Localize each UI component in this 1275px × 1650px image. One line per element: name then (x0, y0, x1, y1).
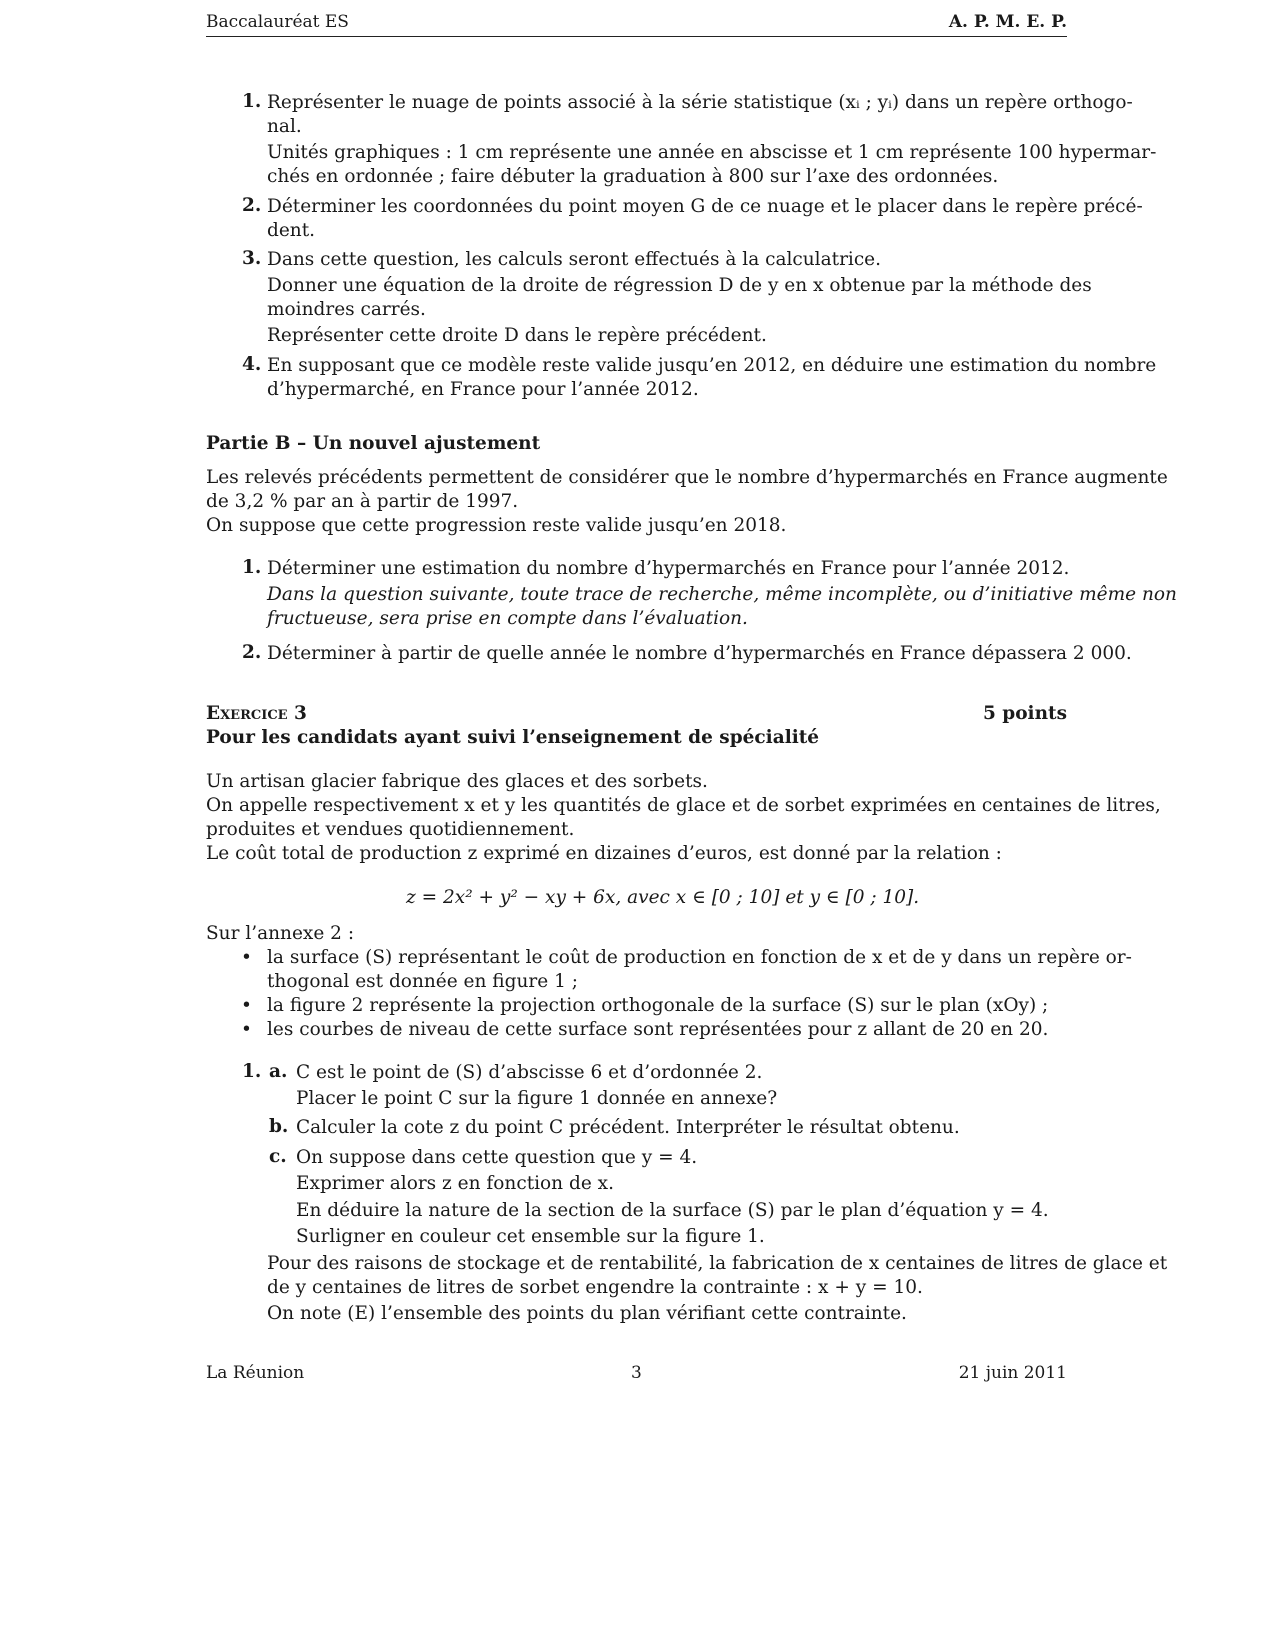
section-title: Partie B – Un nouvel ajustement (206, 433, 541, 454)
text-line: Déterminer à partir de quelle année le nombre d’hypermarchés en France dépassera 2 000. (267, 643, 1132, 664)
text-line: d’hypermarché, en France pour l’année 2012. (267, 379, 699, 400)
footer-page-number: 3 (631, 1363, 642, 1383)
page-header (206, 12, 1067, 37)
sub-item-letter: a. (269, 1061, 288, 1082)
text-line: chés en ordonnée ; faire débuter la graduation à 800 sur l’axe des ordonnées. (267, 166, 999, 187)
exercise-title: Exercice 3 (206, 703, 307, 724)
text-line: Déterminer une estimation du nombre d’hypermarchés en France pour l’année 2012. (267, 558, 1070, 579)
text-line: Pour des raisons de stockage et de rentabilité, la fabrication de x centaines de litres de glace et (267, 1253, 1168, 1274)
text-line: C est le point de (S) d’abscisse 6 et d’ordonnée 2. (296, 1062, 763, 1083)
bullet-item: • la surface (S) représentant le coût de production en fonction de x et de y dans un repère or- (267, 946, 1132, 970)
text-line: Le coût total de production z exprimé en dizaines d’euros, est donné par la relation : (206, 843, 1002, 864)
text-line: Donner une équation de la droite de régression D de y en x obtenue par la méthode des (267, 275, 1092, 296)
item-number: 3. (242, 248, 262, 269)
footer-right: 21 juin 2011 (958, 1363, 1067, 1383)
exercise-points: 5 points (982, 703, 1067, 724)
text-line: produites et vendues quotidiennement. (206, 819, 575, 840)
text-line: En supposant que ce modèle reste valide jusqu’en 2012, en déduire une estimation du nombre (267, 355, 1157, 376)
item-number: 1. (242, 557, 262, 578)
text-line: On suppose dans cette question que y = 4. (296, 1147, 698, 1168)
text-line: Surligner en couleur cet ensemble sur la figure 1. (296, 1226, 765, 1247)
text-line: nal. (267, 116, 302, 137)
exercise-subtitle: Pour les candidats ayant suivi l’enseignement de spécialité (206, 727, 820, 748)
text-line: Représenter cette droite D dans le repère précédent. (267, 325, 767, 346)
sub-item-letter: c. (269, 1146, 287, 1167)
item-number: 4. (242, 354, 262, 375)
text-line: de y centaines de litres de sorbet engendre la contrainte : x + y = 10. (267, 1277, 923, 1298)
text-line: Calculer la cote z du point C précédent. Interpréter le résultat obtenu. (296, 1117, 960, 1138)
text-line: Sur l’annexe 2 : (206, 923, 355, 944)
sub-item-letter: b. (269, 1116, 289, 1137)
text-line: moindres carrés. (267, 299, 426, 320)
text-line: Dans cette question, les calculs seront effectués à la calculatrice. (267, 249, 882, 270)
text-line: Exprimer alors z en fonction de x. (296, 1173, 614, 1194)
text-line: On suppose que cette progression reste valide jusqu’en 2018. (206, 515, 787, 536)
text-line: Représenter le nuage de points associé à la série statistique (xᵢ ; yᵢ) dans un repère orthogo- (267, 92, 1133, 113)
bullet-item: • la figure 2 représente la projection orthogonale de la surface (S) sur le plan (xOy) ; (267, 994, 1048, 1018)
text-line: On appelle respectivement x et y les quantités de glace et de sorbet exprimées en centaines de litres, (206, 795, 1161, 816)
text-line: de 3,2 % par an à partir de 1997. (206, 491, 519, 512)
item-number: 2. (242, 642, 262, 663)
text-line: On note (E) l’ensemble des points du plan vérifiant cette contrainte. (267, 1303, 907, 1324)
text-line: En déduire la nature de la section de la surface (S) par le plan d’équation y = 4. (296, 1200, 1049, 1221)
item-number: 2. (242, 195, 262, 216)
text-line: Unités graphiques : 1 cm représente une année en abscisse et 1 cm représente 100 hypermar- (267, 142, 1157, 163)
text-line: Placer le point C sur la figure 1 donnée en annexe? (296, 1088, 778, 1109)
text-line: dent. (267, 220, 316, 241)
text-line: Un artisan glacier fabrique des glaces et des sorbets. (206, 771, 708, 792)
text-line: Les relevés précédents permettent de considérer que le nombre d’hypermarchés en France augmente (206, 467, 1168, 488)
formula: z = 2x² + y² − xy + 6x, avec x ∈ [0 ; 10] et y ∈ [0 ; 10]. (406, 887, 920, 908)
item-number: 1. (242, 1061, 262, 1082)
italic-note: Dans la question suivante, toute trace de recherche, même incomplète, ou d’initiative même non (267, 584, 1177, 605)
item-number: 1. (242, 91, 262, 112)
document-page (206, 0, 1177, 1650)
text-line: thogonal est donnée en figure 1 ; (267, 971, 578, 992)
bullet-item: • les courbes de niveau de cette surface sont représentées pour z allant de 20 en 20. (267, 1018, 1048, 1042)
header-right: A. P. M. E. P. (948, 12, 1067, 32)
header-left: Baccalauréat ES (206, 12, 349, 32)
text-line: Déterminer les coordonnées du point moyen G de ce nuage et le placer dans le repère précé- (267, 196, 1143, 217)
footer-left: La Réunion (206, 1363, 305, 1383)
italic-note: fructueuse, sera prise en compte dans l’évaluation. (267, 608, 748, 629)
